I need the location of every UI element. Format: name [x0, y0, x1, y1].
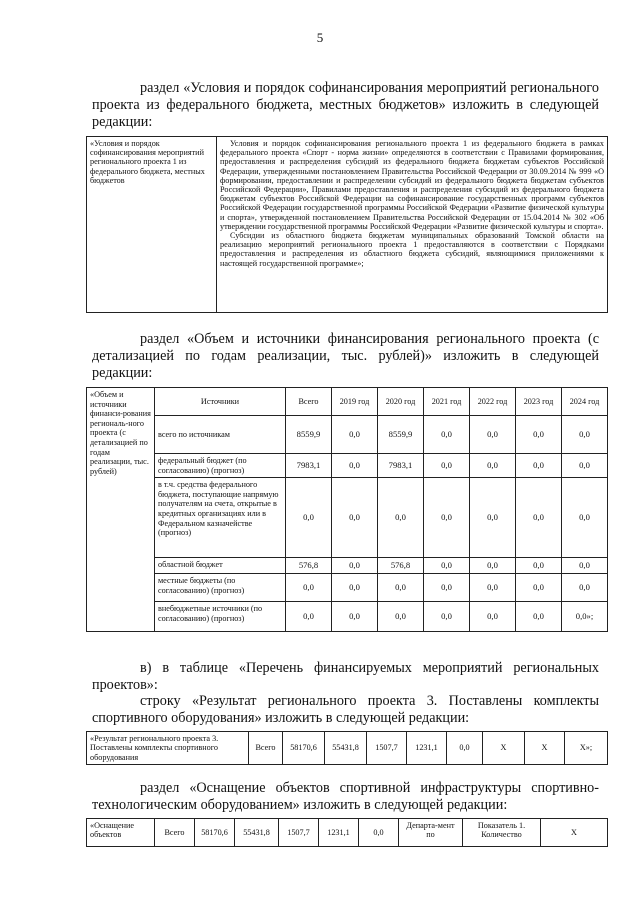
cell-value: 0,0 — [516, 416, 562, 454]
cell-value: 0,0 — [378, 602, 424, 632]
cell-value: 0,0 — [332, 416, 378, 454]
cell-value: 0,0 — [516, 558, 562, 574]
section2-intro — [92, 331, 599, 382]
cell-value: 0,0 — [332, 574, 378, 602]
cell-value: 0,0 — [424, 574, 470, 602]
cell-value: 0,0 — [470, 558, 516, 574]
header-2024: 2024 год — [562, 388, 608, 416]
section3-line1-text: в) в таблице «Перечень финансируемых мероприятий региональных проектов»: — [92, 660, 599, 693]
conditions-table — [86, 136, 608, 313]
cell-value: 0,0 — [286, 478, 332, 558]
cell-value: 0,0 — [562, 454, 608, 478]
cell-value: 0,0 — [332, 454, 378, 478]
section4-intro-text: раздел «Оснащение объектов спортивной инфраструктуры спортивно-технологическим оборудованием» изложить в следующей редакции: — [92, 780, 599, 813]
cell-value: 0,0 — [562, 574, 608, 602]
table-row — [87, 416, 608, 454]
cell-value: 8559,9 — [286, 416, 332, 454]
cell-value: Х»; — [565, 732, 608, 765]
equipment-row — [87, 819, 608, 847]
funding-row-label: «Объем и источники финанси-рования региональ-ного проекта (с детализацией по годам реализации, тыс. рублей) — [87, 388, 155, 632]
cell-value: 7983,1 — [286, 454, 332, 478]
cell-value: 0,0 — [470, 454, 516, 478]
cell-value: 58170,6 — [283, 732, 325, 765]
cell-value: 0,0 — [286, 574, 332, 602]
conditions-paragraph-2: Субсидии из областного бюджета бюджетам муниципальных образований Томской области на реализацию мероприятий регионального проекта 1 предоставляются в соответствии с Порядками предоставления и распределения из областного бюджета субсидий, являющимися приложениями к настоящей государственной программе»; — [220, 231, 604, 268]
cell-value: 1231,1 — [407, 732, 447, 765]
result-table — [86, 731, 608, 765]
cell-value: 58170,6 — [195, 819, 235, 847]
conditions-body — [217, 137, 608, 313]
cell-value: 0,0 — [424, 602, 470, 632]
section3-line2 — [92, 693, 599, 727]
cell-value: 0,0 — [516, 478, 562, 558]
cell-value: 8559,9 — [378, 416, 424, 454]
funding-table — [86, 387, 608, 632]
cell-value: Всего — [249, 732, 283, 765]
cell-value: 0,0 — [470, 574, 516, 602]
header-2021: 2021 год — [424, 388, 470, 416]
section1-intro — [92, 80, 599, 131]
section4-intro — [92, 780, 599, 814]
row-source: всего по источникам — [155, 416, 286, 454]
section3-line2-text: строку «Результат регионального проекта 3. Поставлены комплекты спортивного оборудования» изложить в следующей редакции: — [92, 693, 599, 726]
section2-intro-text: раздел «Объем и источники финансирования регионального проекта (с детализацией по годам реализации, тыс. рублей)» изложить в следующей редакции: — [92, 331, 599, 381]
cell-value: 7983,1 — [378, 454, 424, 478]
conditions-paragraph-1: Условия и порядок софинансирования регионального проекта 1 из федерального бюджета в рамках федерального проекта «Спорт - норма жизни» определяются в соответствии с Правилами формирования, предоставления и распределения субсидий из федерального бюджета бюджетам субъектов Российской Федерации, утвержденными постановлением Правительства Российской Федерации от 30.09.2014 № 999 «О формировании, предоставлении и распределении субсидий из федерального бюджета бюджетам субъектов Российской Федерации», Правилами предоставления и распределения субсидий из федерального бюджета бюджетам субъектов Российской Федерации на софинансирование государственных программ субъектов Российской Федерации государственной программы Российской Федерации «Развитие физической культуры и спорта», утвержденной постановлением Правительства Российской Федерации от 15.04.2014 № 302 «Об утверждении государственной программы Российской Федерации «Развитие физической культуры и спорта». — [220, 139, 604, 231]
header-2022: 2022 год — [470, 388, 516, 416]
result-row — [87, 732, 608, 765]
table-row — [87, 574, 608, 602]
cell-value: 1507,7 — [367, 732, 407, 765]
cell-value: 0,0 — [447, 732, 483, 765]
cell-value: 0,0 — [359, 819, 399, 847]
table-row — [87, 602, 608, 632]
cell-value: 0,0»; — [562, 602, 608, 632]
row-source: областной бюджет — [155, 558, 286, 574]
cell-value: Всего — [155, 819, 195, 847]
cell-indicator: Показатель 1. Количество — [463, 819, 541, 847]
cell-value: 0,0 — [470, 416, 516, 454]
cell-value: 0,0 — [378, 478, 424, 558]
cell-value: 0,0 — [516, 602, 562, 632]
cell-department: Департа-мент по — [399, 819, 463, 847]
row-source: внебюджетные источники (по согласованию) (прогноз) — [155, 602, 286, 632]
cell-value: 55431,8 — [325, 732, 367, 765]
page-number: 5 — [316, 30, 324, 45]
cell-value: 1507,7 — [279, 819, 319, 847]
cell-value: 0,0 — [332, 558, 378, 574]
cell-value: 0,0 — [424, 558, 470, 574]
header-sources: Источники — [155, 388, 286, 416]
cell-value: 55431,8 — [235, 819, 279, 847]
cell-value: 1231,1 — [319, 819, 359, 847]
header-2023: 2023 год — [516, 388, 562, 416]
header-total: Всего — [286, 388, 332, 416]
equipment-table — [86, 818, 608, 847]
cell-value: Х — [525, 732, 565, 765]
cell-value: 0,0 — [424, 454, 470, 478]
cell-value: 0,0 — [332, 602, 378, 632]
cell-value: Х — [483, 732, 525, 765]
cell-value: 0,0 — [470, 478, 516, 558]
cell-value: 0,0 — [516, 454, 562, 478]
cell-value: Х — [541, 819, 608, 847]
cell-value: 0,0 — [562, 478, 608, 558]
row-source: местные бюджеты (по согласованию) (прогноз) — [155, 574, 286, 602]
cell-value: 0,0 — [516, 574, 562, 602]
cell-value: 0,0 — [562, 558, 608, 574]
funding-header-row — [87, 388, 608, 416]
row-source: в т.ч. средства федерального бюджета, поступающие напрямую получателям на счета, открытые в кредитных организациях или в Федеральном казначействе (прогноз) — [155, 478, 286, 558]
table-row — [87, 454, 608, 478]
result-label: «Результат регионального проекта 3. Поставлены комплекты спортивного оборудования — [87, 732, 249, 765]
row-source: федеральный бюджет (по согласованию) (прогноз) — [155, 454, 286, 478]
section1-intro-text: раздел «Условия и порядок софинансирования мероприятий регионального проекта из федерального бюджета, местных бюджетов» изложить в следующей редакции: — [92, 80, 599, 130]
cell-value: 0,0 — [424, 416, 470, 454]
conditions-label: «Условия и порядок софинансирования мероприятий регионального проекта 1 из федерального бюджета, местных бюджетов — [87, 137, 217, 313]
cell-value: 0,0 — [332, 478, 378, 558]
section3-line1 — [92, 660, 599, 694]
header-2020: 2020 год — [378, 388, 424, 416]
cell-value: 0,0 — [562, 416, 608, 454]
cell-value: 576,8 — [286, 558, 332, 574]
table-row — [87, 558, 608, 574]
cell-value: 0,0 — [424, 478, 470, 558]
cell-value: 576,8 — [378, 558, 424, 574]
cell-value: 0,0 — [286, 602, 332, 632]
equipment-label: «Оснащение объектов — [87, 819, 155, 847]
table-row — [87, 478, 608, 558]
header-2019: 2019 год — [332, 388, 378, 416]
cell-value: 0,0 — [470, 602, 516, 632]
cell-value: 0,0 — [378, 574, 424, 602]
